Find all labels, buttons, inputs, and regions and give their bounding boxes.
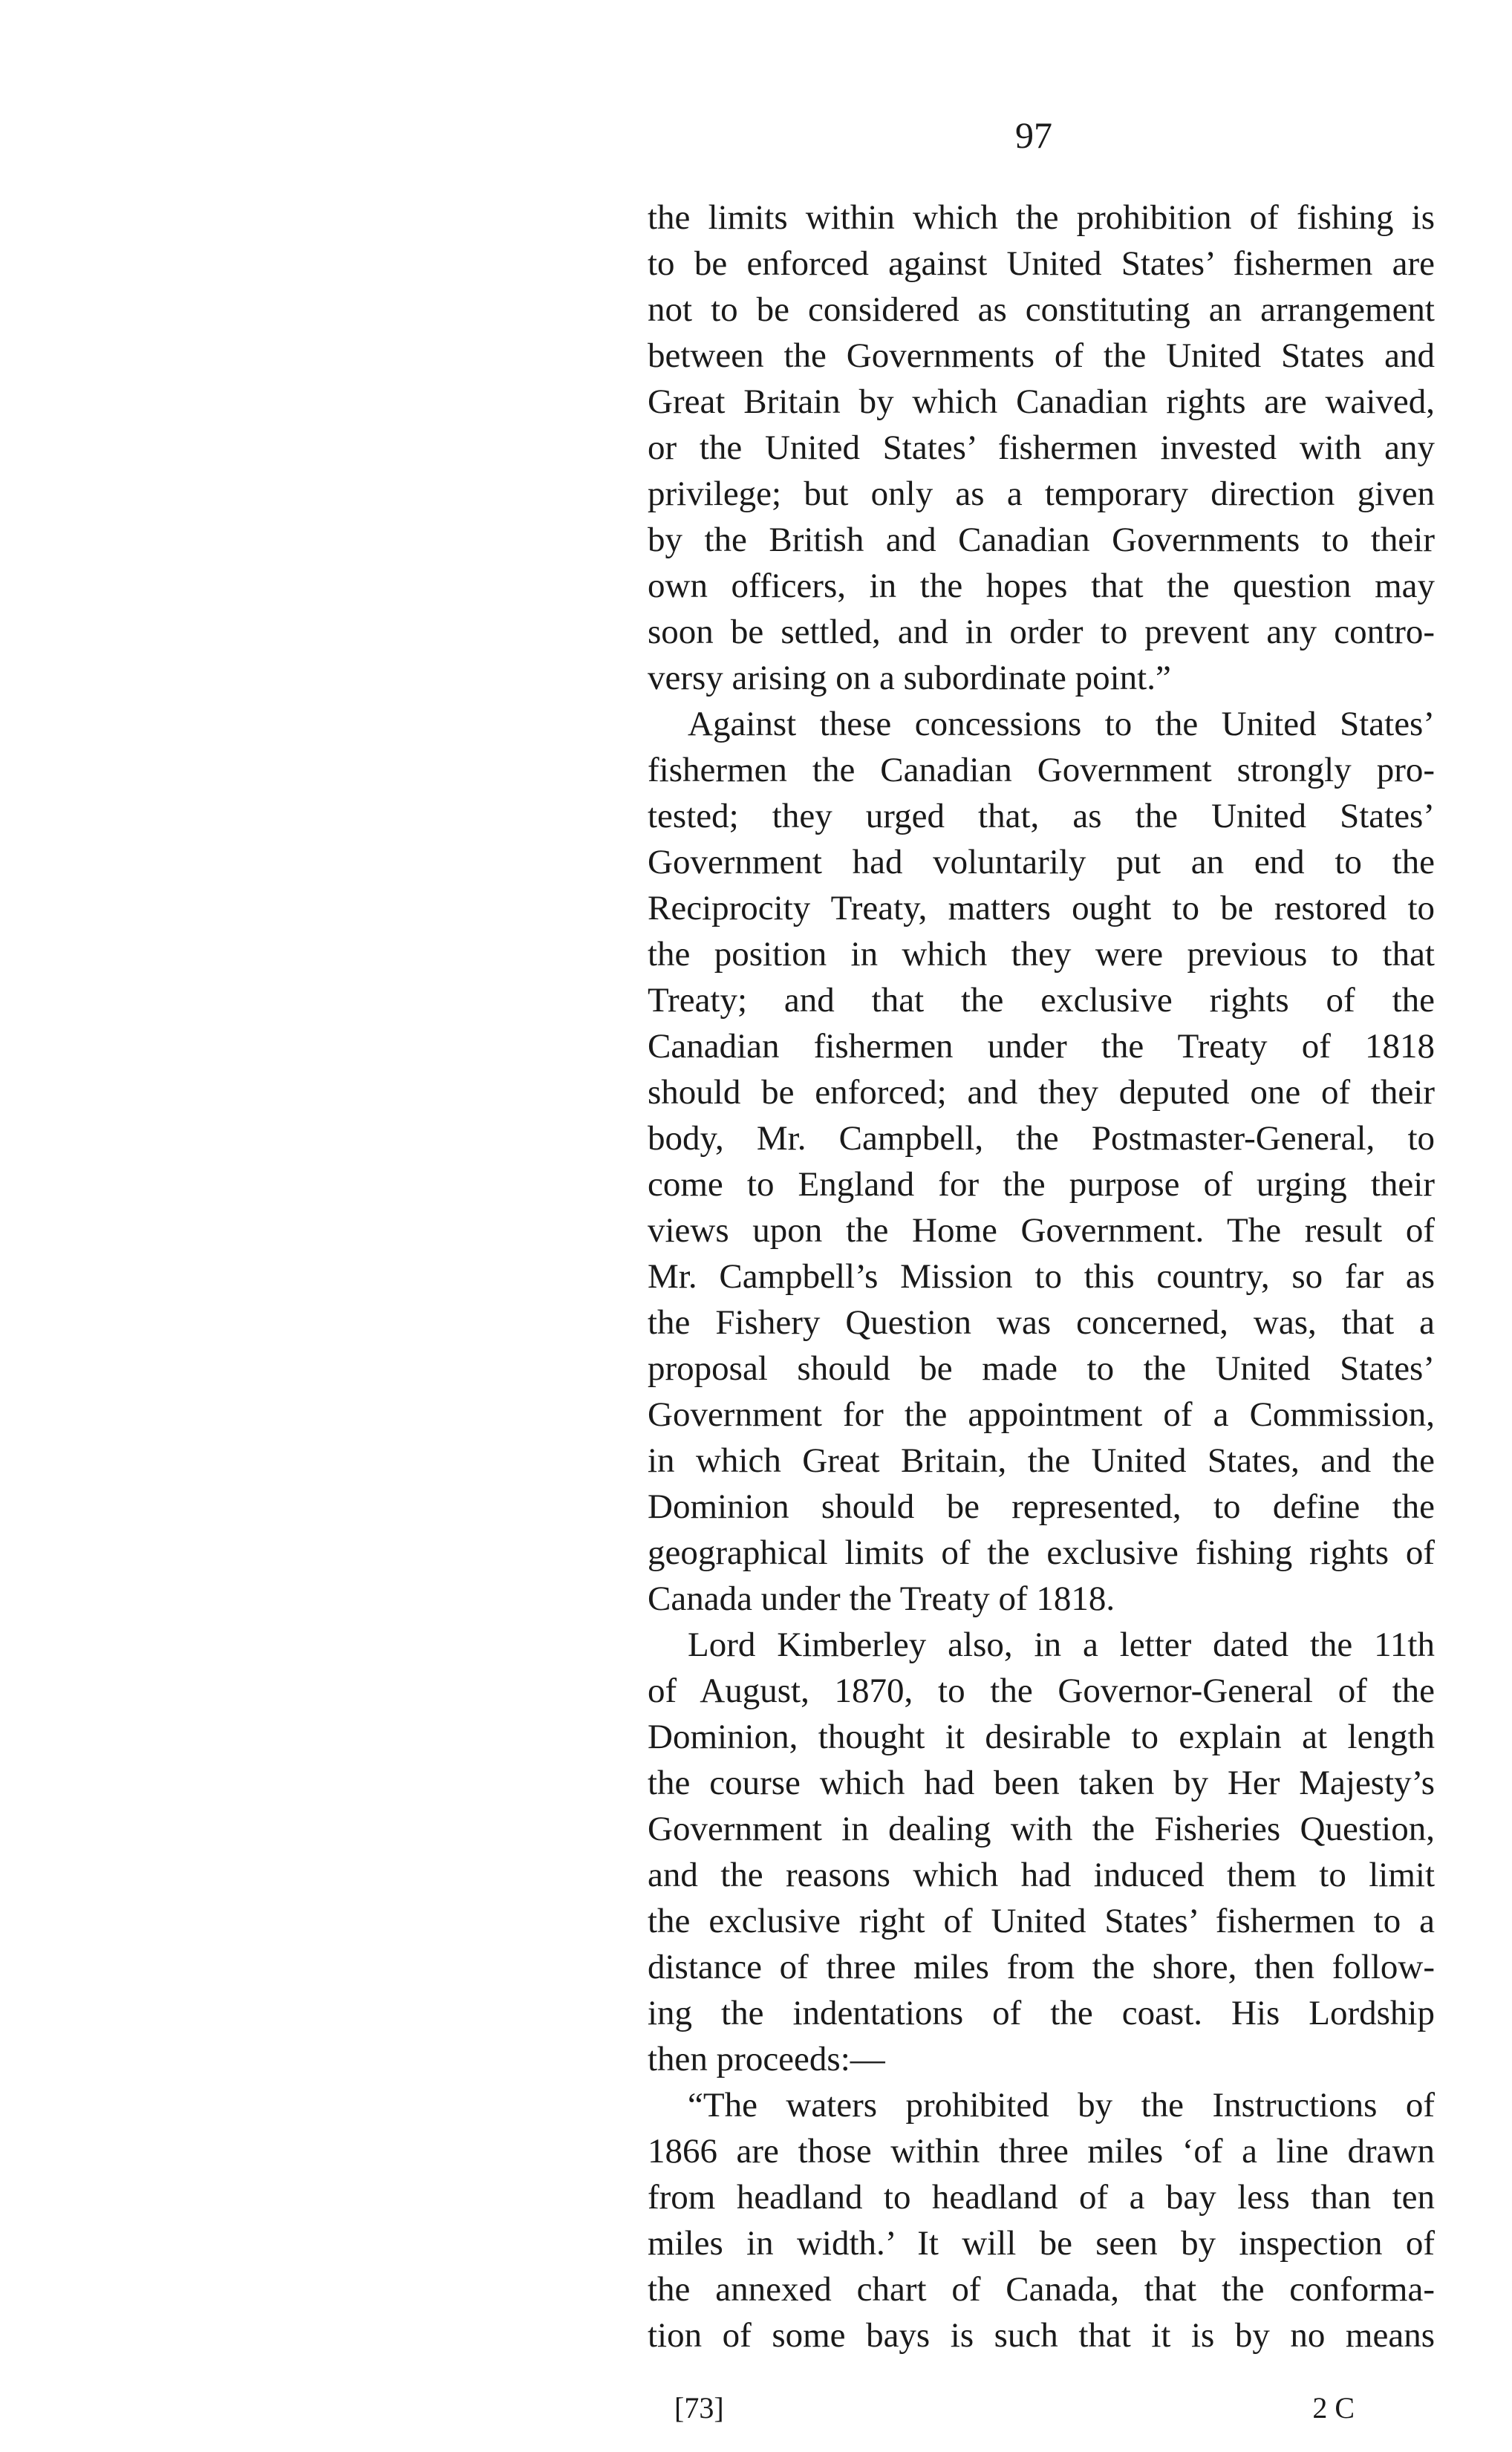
text-line: Government for the appointment of a Commission, <box>648 1395 1435 1434</box>
text-line: “The waters prohibited by the Instructions of <box>688 2086 1435 2125</box>
text-line: body, Mr. Campbell, the Postmaster-General, to <box>648 1119 1435 1158</box>
text-line: Government in dealing with the Fisheries Question, <box>648 1810 1435 1848</box>
text-line: Canadian fishermen under the Treaty of 1818 <box>648 1027 1435 1066</box>
text-line: 1866 are those within three miles ‘of a line drawn <box>648 2132 1435 2171</box>
text-line: Against these concessions to the United States’ <box>688 705 1435 743</box>
text-line: the limits within which the prohibition of fishing is <box>648 198 1435 237</box>
text-line: fishermen the Canadian Government strongly pro- <box>648 751 1435 789</box>
text-line: the Fishery Question was concerned, was, that a <box>648 1303 1435 1342</box>
text-line: the annexed chart of Canada, that the conforma- <box>648 2270 1435 2309</box>
text-line: Dominion should be represented, to define the <box>648 1487 1435 1526</box>
text-line: own officers, in the hopes that the question may <box>648 567 1435 605</box>
text-line: Dominion, thought it desirable to explain at length <box>648 1718 1435 1756</box>
text-line: proposal should be made to the United States’ <box>648 1349 1435 1388</box>
text-line: between the Governments of the United States and <box>648 336 1435 375</box>
page-footer <box>648 2385 1435 2431</box>
text-line: Canada under the Treaty of 1818. <box>648 1579 1115 1618</box>
text-line: of August, 1870, to the Governor-General of the <box>648 1672 1435 1710</box>
text-line: Treaty; and that the exclusive rights of the <box>648 981 1435 1020</box>
text-line: geographical limits of the exclusive fishing rights of <box>648 1533 1435 1572</box>
sheet-mark: 2 C <box>1312 2391 1355 2425</box>
body-text <box>648 195 1435 2358</box>
text-line: views upon the Home Government. The result of <box>648 1211 1435 1250</box>
text-line: by the British and Canadian Governments to their <box>648 521 1435 559</box>
text-line: ing the indentations of the coast. His Lordship <box>648 1994 1435 2032</box>
text-line: soon be settled, and in order to prevent any contro- <box>648 613 1435 651</box>
text-line: privilege; but only as a temporary direction given <box>648 475 1435 513</box>
text-line: tested; they urged that, as the United States’ <box>648 797 1435 835</box>
text-line: the course which had been taken by Her Majesty’s <box>648 1764 1435 1802</box>
text-line: the position in which they were previous to that <box>648 935 1435 974</box>
text-line: and the reasons which had induced them to limit <box>648 1856 1435 1894</box>
text-line: Reciprocity Treaty, matters ought to be restored to <box>648 889 1435 927</box>
text-line: Mr. Campbell’s Mission to this country, so far as <box>648 1257 1435 1296</box>
text-line: come to England for the purpose of urging their <box>648 1165 1435 1204</box>
text-line: not to be considered as constituting an arrangement <box>648 290 1435 329</box>
page-number: 97 <box>1015 114 1052 156</box>
signature-mark: [73] <box>674 2391 724 2425</box>
text-line: in which Great Britain, the United States, and the <box>648 1441 1435 1480</box>
text-line: versy arising on a subordinate point.” <box>648 659 1171 697</box>
text-line: the exclusive right of United States’ fishermen to a <box>648 1902 1435 1940</box>
text-line: to be enforced against United States’ fishermen are <box>648 244 1435 283</box>
text-line: Great Britain by which Canadian rights are waived, <box>648 382 1435 421</box>
text-line: Government had voluntarily put an end to the <box>648 843 1435 881</box>
text-line: distance of three miles from the shore, then follow- <box>648 1948 1435 1986</box>
text-line: or the United States’ fishermen invested with any <box>648 428 1435 467</box>
text-line: then proceeds:— <box>648 2040 885 2078</box>
text-line: Lord Kimberley also, in a letter dated the 11th <box>688 1626 1435 1664</box>
text-line: should be enforced; and they deputed one of their <box>648 1073 1435 1112</box>
text-line: miles in width.’ It will be seen by inspection of <box>648 2224 1435 2263</box>
text-line: tion of some bays is such that it is by no means <box>648 2316 1435 2355</box>
text-line: from headland to headland of a bay less than ten <box>648 2178 1435 2217</box>
